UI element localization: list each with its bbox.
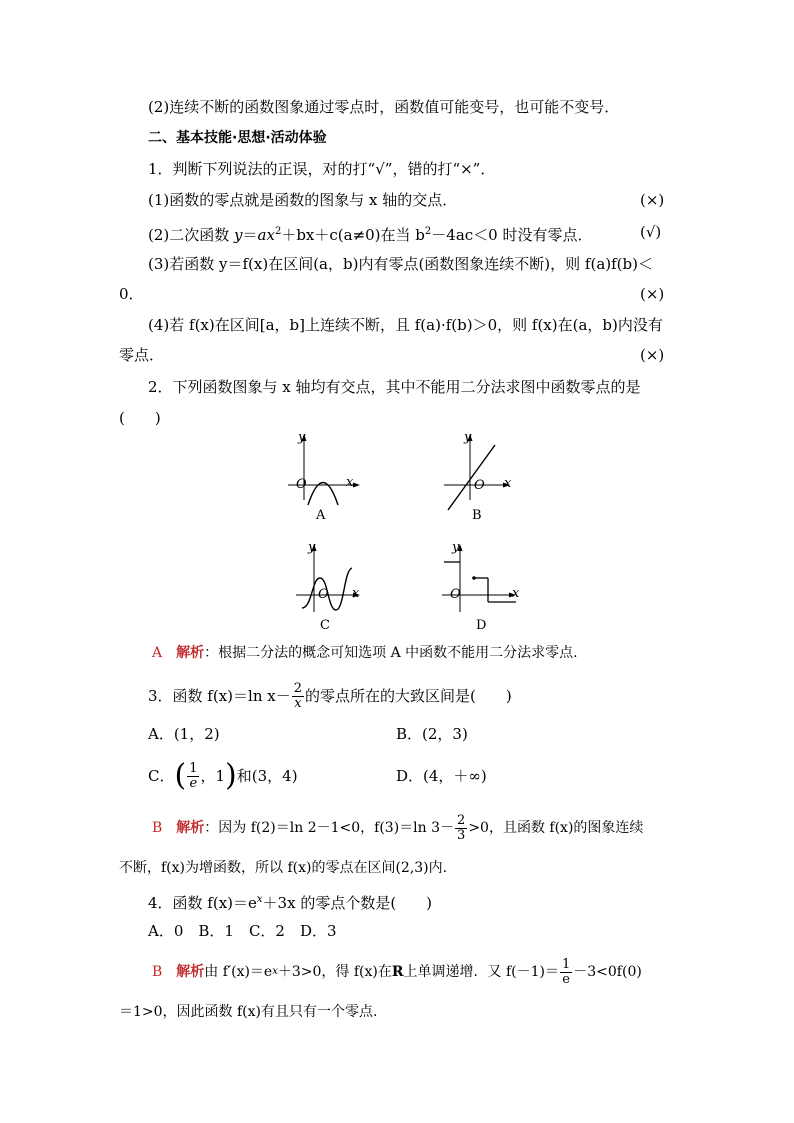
graph-d-y-label: y [452, 540, 460, 555]
q3-option-d: D．(4，＋∞) [396, 767, 487, 785]
graph-c-label: C [320, 618, 330, 633]
q4-options: A．0 B．1 C．2 D．3 [148, 922, 337, 940]
q4-analysis-line2: ＝1>0，因此函数 f(x)有且只有一个零点. [119, 1004, 378, 1020]
q1-item-2: (2)二次函数 $y=ax^2+bx+c(a\ne 0)$在当 $b^2-4ac<0$ 时没有零点． [148, 226, 593, 244]
q1-item-3-mark: (×) [640, 285, 665, 303]
graph-d-origin: O [450, 587, 461, 602]
q1-item-3-line2: 0． [119, 285, 144, 303]
question-2-stem: 2．下列函数图象与 x 轴均有交点，其中不能用二分法求图中函数零点的是 [148, 378, 641, 396]
graph-b-label: B [472, 508, 482, 523]
q3-option-c: C． ( $\frac{1}{e}$ ，1 ) 和(3，4) [148, 758, 298, 793]
question-3-stem: 3．函数 f(x)＝ln x－ $\frac{2}{x}$ 的零点所在的大致区间是( ) [148, 680, 512, 711]
graph-c-origin: O [318, 587, 329, 602]
q3-analysis-line2: 不断，f(x)为增函数，所以 f(x)的零点在区间(2,3)内. [119, 860, 448, 876]
question-4-stem: 4．函数 $f(x)=e^x+3x$ 的零点个数是( ) [148, 894, 433, 912]
graph-b-y-label: y [464, 430, 472, 445]
graph-a-label: A [316, 508, 326, 523]
graph-d-label: D [476, 618, 487, 633]
q1-item-4-line2: 零点． [119, 346, 165, 364]
q2-answer: A [152, 645, 163, 661]
q3-option-b: B．(2，3) [396, 725, 468, 743]
q3-analysis-line1: B 解析 ：因为 f(2)＝ln 2－1<0，f(3)＝ln 3－ $\frac{2}{3}$ >0，且函数 f(x)的图象连续 [152, 812, 644, 843]
q1-item-2-mark: (√) [640, 223, 662, 241]
graph-a-y-label: y [298, 430, 306, 445]
q2-analysis-label: 解析 [176, 645, 205, 661]
q4-analysis-label: 解析 [176, 964, 205, 980]
q3-answer: B [152, 820, 163, 836]
graph-b-origin: O [474, 478, 485, 493]
graph-a-x-label: x [346, 475, 354, 490]
q1-item-3-line1: (3)若函数 y＝f(x)在区间(a，b)内有零点(函数图象连续不断)，则 f(a)f(b)＜ [148, 255, 653, 273]
q4-answer: B [152, 964, 163, 980]
q1-item-4-mark: (×) [640, 346, 665, 364]
q1-item-1-mark: (×) [640, 191, 665, 209]
section-title: 二、基本技能·思想·活动体验 [148, 130, 327, 146]
graph-c-y-label: y [308, 540, 316, 555]
q1-item-4-line1: (4)若 f(x)在区间[a，b]上连续不断，且 f(a)·f(b)＞0，则 f(x)在(a，b)内没有 [148, 316, 663, 334]
graph-d [440, 540, 525, 635]
graph-c-x-label: x [352, 586, 360, 601]
paragraph-continuity: (2)连续不断的函数图象通过零点时，函数值可能变号，也可能不变号． [148, 98, 620, 116]
graph-b-x-label: x [504, 476, 512, 491]
q1-item-1: (1)函数的零点就是函数的图象与 x 轴的交点． [148, 191, 458, 209]
question-2-blank: ( ) [119, 409, 161, 427]
graph-d-x-label: x [512, 586, 520, 601]
graph-a [286, 430, 366, 525]
graph-c [294, 540, 374, 635]
graph-b [440, 430, 520, 525]
q2-analysis: A 解析：根据二分法的概念可知选项 A 中函数不能用二分法求零点. [152, 645, 578, 661]
q3-analysis-label: 解析 [176, 820, 205, 836]
question-1-stem: 1．判断下列说法的正误，对的打“√”，错的打“×”． [148, 160, 496, 178]
q3-option-a: A．(1，2) [148, 725, 220, 743]
q4-analysis-line1: B 解析 由 f′(x)＝e x ＋3>0，得 f(x)在 R 上单调递增．又 f(－1)＝ $\frac{1}{e}$ －3<0f(0) [152, 956, 642, 987]
graph-a-origin: O [296, 477, 307, 492]
